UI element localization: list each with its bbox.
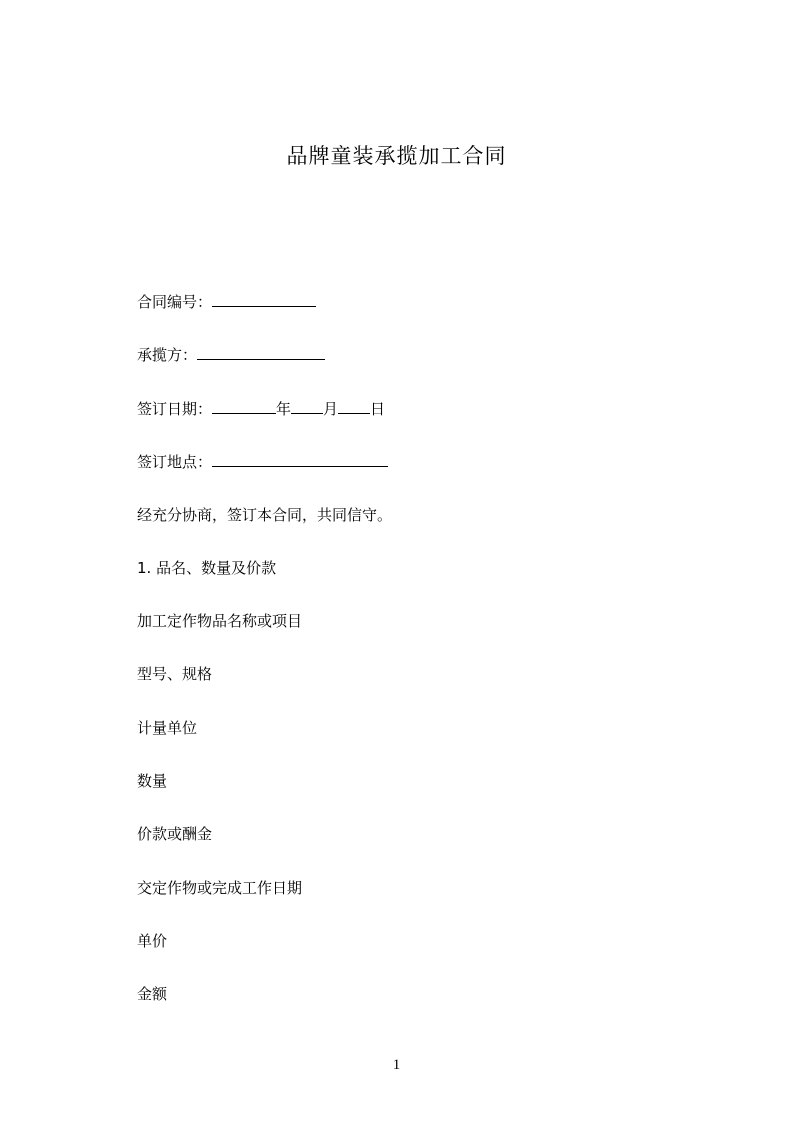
contractor-label: 承揽方： — [137, 346, 198, 364]
sign-place-label: 签订地点： — [137, 453, 213, 471]
page-number: 1 — [392, 1057, 401, 1073]
contractor-blank — [197, 343, 325, 360]
item-price-or-fee: 价款或酬金 — [137, 825, 213, 843]
item-delivery-date: 交定作物或完成工作日期 — [137, 879, 303, 897]
agreement-line: 经充分协商，签订本合同，共同信守。 — [137, 506, 393, 524]
month-label: 月 — [323, 400, 339, 418]
contract-number-line — [137, 290, 316, 313]
sign-place-blank — [212, 450, 388, 467]
year-label: 年 — [276, 400, 292, 418]
contract-number-label: 合同编号： — [137, 293, 213, 311]
item-quantity: 数量 — [137, 772, 168, 790]
document-title: 品牌童装承揽加工合同 — [286, 144, 507, 168]
day-blank — [338, 397, 370, 414]
sign-date-label: 签订日期： — [137, 400, 213, 418]
section-1-heading: 1. 品名、数量及价款 — [137, 559, 277, 577]
month-blank — [291, 397, 323, 414]
item-model-spec: 型号、规格 — [137, 665, 213, 683]
item-name: 加工定作物品名称或项目 — [137, 612, 303, 630]
item-amount: 金额 — [137, 985, 168, 1003]
sign-place-line — [137, 450, 388, 473]
item-unit-price: 单价 — [137, 932, 168, 950]
year-blank — [212, 397, 276, 414]
item-unit: 计量单位 — [137, 719, 198, 737]
contractor-line — [137, 343, 325, 366]
contract-number-blank — [212, 290, 316, 307]
day-label: 日 — [370, 400, 386, 418]
sign-date-line — [137, 397, 385, 420]
